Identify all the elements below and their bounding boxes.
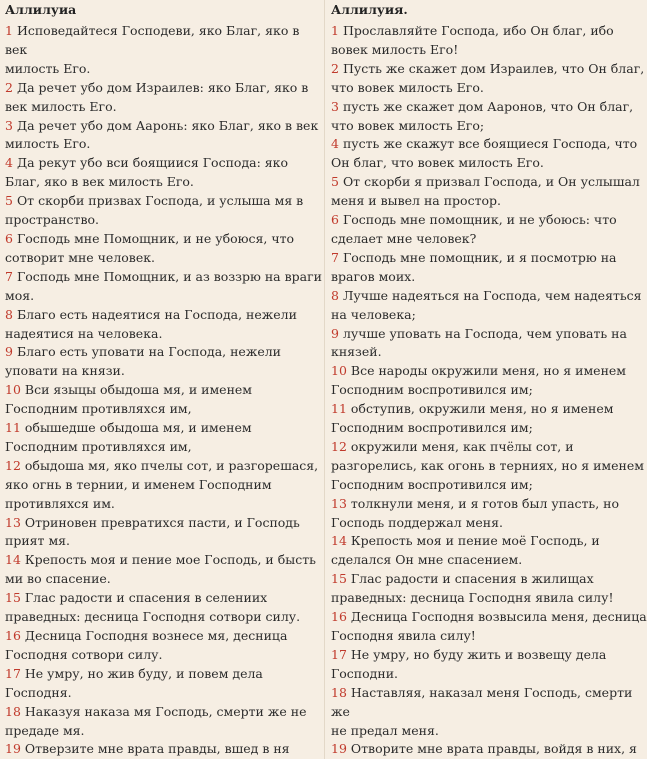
verse-number: 14 (331, 533, 347, 549)
verse (5, 154, 324, 192)
verse-text: Отриновен превратихся пасти, и Господь (24, 514, 300, 530)
verse-text: От скорби призвах Господа, и услыша мя в (16, 193, 304, 209)
verse-text: Десница Господня вознесе мя, десница (24, 628, 288, 643)
verse-number: 4 (5, 155, 13, 171)
verse-number: 10 (331, 363, 347, 379)
verse (331, 249, 647, 287)
verse-text: разгорелись, как огонь в терниях, но я именем (331, 457, 644, 473)
verse-number: 2 (5, 79, 13, 95)
verse (331, 211, 647, 249)
verse (5, 514, 324, 552)
verse-text: Исповедайтеся Господеви, яко Благ, яко в век (5, 23, 300, 57)
russian-synodal-column (326, 0, 647, 759)
verse (5, 230, 324, 268)
verse (331, 684, 647, 741)
verse-text: толкнули меня, и я готов был упасть, но (350, 495, 620, 511)
verse-text: не предал меня. (331, 722, 439, 738)
verse (331, 495, 647, 533)
verse-text: Десница Господня возвысила меня, десница (350, 609, 647, 625)
verse-text: обыдоша мя, яко пчелы сот, и разгорешася, (24, 457, 319, 473)
verse-text: что вовек милость Его. (331, 79, 484, 95)
verse-number: 5 (5, 193, 13, 209)
verse-number: 7 (5, 268, 13, 284)
verse (5, 551, 324, 589)
verse-text: Он благ, что вовек милость Его. (331, 155, 544, 171)
verse-text: Пусть же скажет дом Израилев, что Он благ, (342, 60, 645, 76)
verse-text: Господь мне помощник, и я посмотрю на (342, 249, 617, 265)
verse-text: Крепость моя и пение мое Господь, и бысть (24, 552, 316, 568)
verse (331, 646, 647, 684)
verse (5, 192, 324, 230)
verse-number: 15 (5, 590, 21, 606)
verse (331, 740, 647, 759)
verse (331, 22, 647, 60)
verse-number: 1 (5, 23, 13, 38)
verse-text: Господним воспротивился им; (331, 476, 533, 492)
verse-text: Господня. (5, 684, 72, 700)
verse-text: моя. (5, 287, 35, 303)
verse-text: праведных: десница Господня сотвори силу. (5, 609, 301, 625)
verse (5, 268, 324, 306)
verse-number: 3 (5, 117, 13, 133)
verse-text: Господня сотвори силу. (5, 646, 163, 662)
verse-text: предаде мя. (5, 722, 85, 738)
verse (5, 589, 324, 627)
verse-text: Да рекут убо вси боящиися Господа: яко (16, 155, 289, 171)
left-verse-list (5, 22, 324, 759)
verse-number: 11 (5, 420, 21, 436)
verse-text: прият мя. (5, 533, 71, 549)
verse (331, 173, 647, 211)
verse-text: век милость Его. (5, 98, 117, 114)
verse-text: Господь мне помощник, и не убоюсь: что (342, 212, 617, 228)
verse-text: Наказуя наказа мя Господь, смерти же не (24, 703, 307, 719)
verse-text: милость Его. (5, 60, 91, 76)
verse-text: Крепость моя и пение моё Господь, и (350, 533, 600, 549)
verse-text: Да речет убо дом Израилев: яко Благ, яко в (16, 79, 309, 95)
verse (331, 325, 647, 363)
verse-text: обступив, окружили меня, но я именем (350, 401, 614, 417)
verse-text: на человека; (331, 306, 416, 322)
verse-text: Господь поддержал меня. (331, 514, 503, 530)
verse-text: вовек милость Его! (331, 41, 459, 57)
verse (331, 438, 647, 495)
right-column-header: Аллилуия. (331, 2, 408, 17)
verse (331, 362, 647, 400)
verse-number: 13 (5, 514, 21, 530)
verse-text: Вси языцы обыдоша мя, и именем (24, 382, 253, 398)
verse-text: что вовек милость Его; (331, 117, 485, 133)
verse (331, 60, 647, 98)
verse (5, 740, 324, 759)
verse-number: 12 (5, 457, 21, 473)
right-verse-list (331, 22, 647, 759)
verse-number: 16 (5, 628, 21, 643)
verse (5, 419, 324, 457)
verse-text: Глас радости и спасения в жилищах (350, 571, 594, 587)
verse (5, 79, 324, 117)
verse-text: пространство. (5, 212, 100, 228)
verse-text: Господним воспротивился им; (331, 382, 533, 398)
verse (5, 117, 324, 155)
verse-number: 8 (331, 287, 339, 303)
verse-number: 17 (5, 665, 21, 681)
verse (5, 627, 324, 665)
verse-number: 19 (5, 741, 21, 757)
verse-text: Благ, яко в век милость Его. (5, 174, 194, 190)
verse-number: 13 (331, 495, 347, 511)
verse-number: 6 (331, 212, 339, 228)
verse-number: 17 (331, 646, 347, 662)
verse (5, 343, 324, 381)
verse-text: пусть же скажет дом Ааронов, что Он благ, (342, 98, 634, 114)
verse-number: 14 (5, 552, 21, 568)
verse-text: От скорби я призвал Господа, и Он услышал (342, 174, 640, 190)
verse (331, 608, 647, 646)
verse-text: окружили меня, как пчёлы сот, и (350, 438, 574, 454)
verse (5, 665, 324, 703)
verse-number: 16 (331, 609, 347, 625)
verse-text: лучше уповать на Господа, чем уповать на (342, 325, 627, 341)
verse-text: Господня явила силу! (331, 628, 476, 643)
verse-text: ми во спасение. (5, 571, 111, 587)
verse-number: 11 (331, 401, 347, 417)
verse (5, 306, 324, 344)
verse (5, 381, 324, 419)
verse (331, 570, 647, 608)
verse (331, 532, 647, 570)
verse-text: обышедше обыдоша мя, и именем (24, 420, 252, 436)
verse-text: Все народы окружили меня, но я именем (350, 363, 627, 379)
verse-number: 19 (331, 741, 347, 757)
verse (331, 135, 647, 173)
verse-text: Господним противляхся им, (5, 438, 192, 454)
verse-text: яко огнь в тернии, и именем Господним (5, 476, 272, 492)
verse-text: сделался Он мне спасением. (331, 552, 523, 568)
verse-text: надеятися на человека. (5, 325, 163, 341)
verse-number: 18 (5, 703, 21, 719)
verse-number: 5 (331, 174, 339, 190)
verse-text: милость Его. (5, 136, 91, 152)
verse-text: Наставляя, наказал меня Господь, смерти же (331, 684, 633, 719)
verse-text: пусть же скажут все боящиеся Господа, что (342, 136, 638, 152)
verse-text: Господь мне Помощник, и аз воззрю на враги (16, 268, 322, 284)
verse (331, 98, 647, 136)
verse-text: сделает мне человек? (331, 230, 477, 246)
verse (331, 400, 647, 438)
verse-number: 15 (331, 571, 347, 587)
verse-text: врагов моих. (331, 268, 416, 284)
verse-number: 18 (331, 684, 347, 700)
verse (5, 457, 324, 514)
verse-text: князей. (331, 344, 382, 360)
verse-text: Благо есть надеятися на Господа, нежели (16, 306, 297, 322)
verse-number: 3 (331, 98, 339, 114)
verse-text: меня и вывел на простор. (331, 193, 501, 209)
verse-number: 4 (331, 136, 339, 152)
verse-text: противляхся им. (5, 495, 115, 511)
verse-text: Благо есть уповати на Господа, нежели (16, 344, 281, 360)
verse-number: 6 (5, 230, 13, 246)
verse-text: Глас радости и спасения в селениих (24, 590, 268, 606)
verse (5, 22, 324, 79)
verse-number: 9 (331, 325, 339, 341)
verse-text: Лучше надеяться на Господа, чем надеяться (342, 287, 642, 303)
verse-text: Господним воспротивился им; (331, 420, 533, 436)
verse-text: Отверзите мне врата правды, вшед в ня (24, 741, 290, 757)
verse (331, 287, 647, 325)
verse-text: Не умру, но буду жить и возвещу дела (350, 646, 607, 662)
verse-text: уповати на князи. (5, 363, 125, 379)
verse-number: 7 (331, 249, 339, 265)
verse-number: 8 (5, 306, 13, 322)
verse-text: сотворит мне человек. (5, 249, 155, 265)
verse-number: 1 (331, 23, 339, 38)
verse-text: Да речет убо дом Ааронь: яко Благ, яко в век (16, 117, 319, 133)
verse-text: Отворите мне врата правды, войдя в них, я (350, 741, 637, 757)
verse-text: Прославляйте Господа, ибо Он благ, ибо (342, 23, 614, 38)
verse-text: Господним противляхся им, (5, 401, 192, 417)
verse-text: Господни. (331, 665, 398, 681)
verse (5, 703, 324, 741)
verse-text: Не умру, но жив буду, и повем дела (24, 665, 263, 681)
verse-number: 10 (5, 382, 21, 398)
verse-number: 9 (5, 344, 13, 360)
verse-number: 12 (331, 438, 347, 454)
left-column-header: Аллилуиа (5, 2, 77, 17)
verse-text: праведных: десница Господня явила силу! (331, 590, 614, 606)
verse-number: 2 (331, 60, 339, 76)
verse-text: Господь мне Помощник, и не убоюся, что (16, 230, 295, 246)
